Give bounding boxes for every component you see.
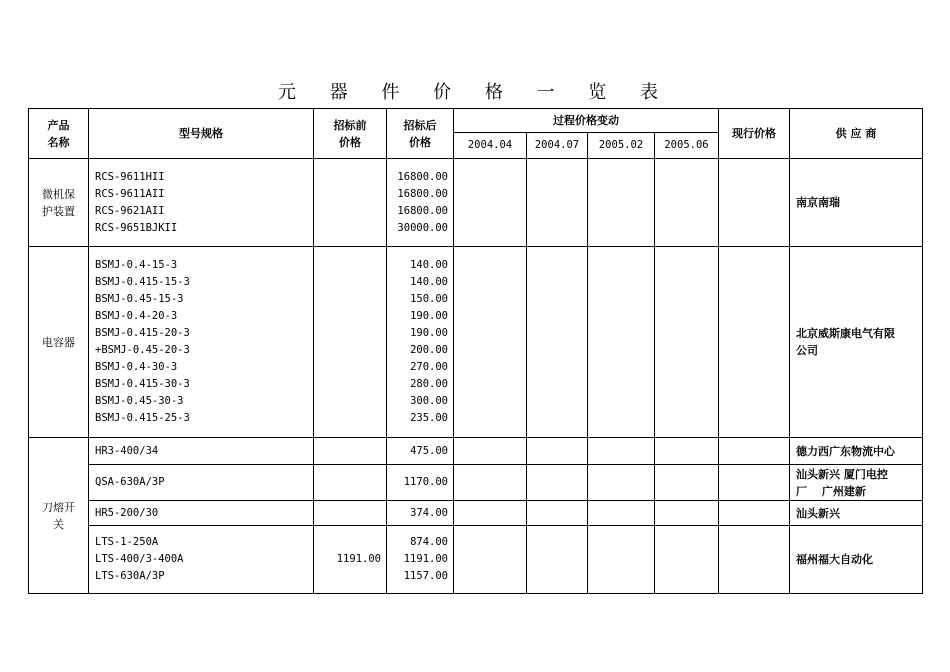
post-price-cell: 140.00 140.00 150.00 190.00 190.00 200.00 270.00 280.00 300.00 235.00 xyxy=(387,247,454,438)
post-price-cell: 1170.00 xyxy=(387,465,454,501)
product-name: 电容器 xyxy=(29,247,89,438)
pre-price-cell xyxy=(314,247,387,438)
header-date: 2005.06 xyxy=(655,133,719,159)
table-row xyxy=(29,526,923,594)
supplier-cell: 福州福大自动化 xyxy=(790,526,923,594)
pre-price-cell xyxy=(314,438,387,465)
post-price-cell: 16800.00 16800.00 16800.00 30000.00 xyxy=(387,159,454,247)
header-date: 2005.02 xyxy=(588,133,655,159)
supplier-cell: 汕头新兴 xyxy=(790,501,923,526)
model-cell: BSMJ-0.4-15-3 BSMJ-0.415-15-3 BSMJ-0.45-15-3 BSMJ-0.4-20-3 BSMJ-0.415-20-3 +BSMJ-0.45-20-3 BSMJ-0.4-30-3 BSMJ-0.415-30-3 BSMJ-0.45-30-3 BSMJ-0.415-25-3 xyxy=(89,247,314,438)
model-cell: HR3-400/34 xyxy=(89,438,314,465)
supplier-cell: 汕头新兴 厦门电控 厂 广州建新 xyxy=(790,465,923,501)
table-row xyxy=(29,465,923,501)
table-row xyxy=(29,501,923,526)
product-name: 刀熔开 关 xyxy=(29,438,89,594)
model-cell: LTS-1-250A LTS-400/3-400A LTS-630A/3P xyxy=(89,526,314,594)
pre-price-cell xyxy=(314,465,387,501)
post-price-cell: 475.00 xyxy=(387,438,454,465)
header-date: 2004.04 xyxy=(454,133,527,159)
table-row xyxy=(29,247,923,438)
pre-price-cell xyxy=(314,159,387,247)
header-current-price: 现行价格 xyxy=(719,109,790,159)
header-supplier: 供 应 商 xyxy=(790,109,923,159)
page-title: 元 器 件 价 格 一 览 表 xyxy=(277,82,673,103)
header-process-change: 过程价格变动 xyxy=(454,109,719,133)
pre-price-cell: 1191.00 xyxy=(314,526,387,594)
price-table xyxy=(28,108,923,594)
product-name: 微机保 护装置 xyxy=(29,159,89,247)
model-cell: HR5-200/30 xyxy=(89,501,314,526)
post-price-cell: 374.00 xyxy=(387,501,454,526)
header-pre-price: 招标前 价格 xyxy=(314,109,387,159)
supplier-cell: 德力西广东物流中心 xyxy=(790,438,923,465)
header-post-price: 招标后 价格 xyxy=(387,109,454,159)
model-cell: RCS-9611HII RCS-9611AII RCS-9621AII RCS-9651BJKII xyxy=(89,159,314,247)
model-cell: QSA-630A/3P xyxy=(89,465,314,501)
header-product: 产品 名称 xyxy=(29,109,89,159)
table-row xyxy=(29,159,923,247)
post-price-cell: 874.00 1191.00 1157.00 xyxy=(387,526,454,594)
supplier-cell: 北京威斯康电气有限 公司 xyxy=(790,247,923,438)
header-model: 型号规格 xyxy=(89,109,314,159)
table-row xyxy=(29,438,923,465)
supplier-cell: 南京南瑞 xyxy=(790,159,923,247)
header-date: 2004.07 xyxy=(527,133,588,159)
pre-price-cell xyxy=(314,501,387,526)
